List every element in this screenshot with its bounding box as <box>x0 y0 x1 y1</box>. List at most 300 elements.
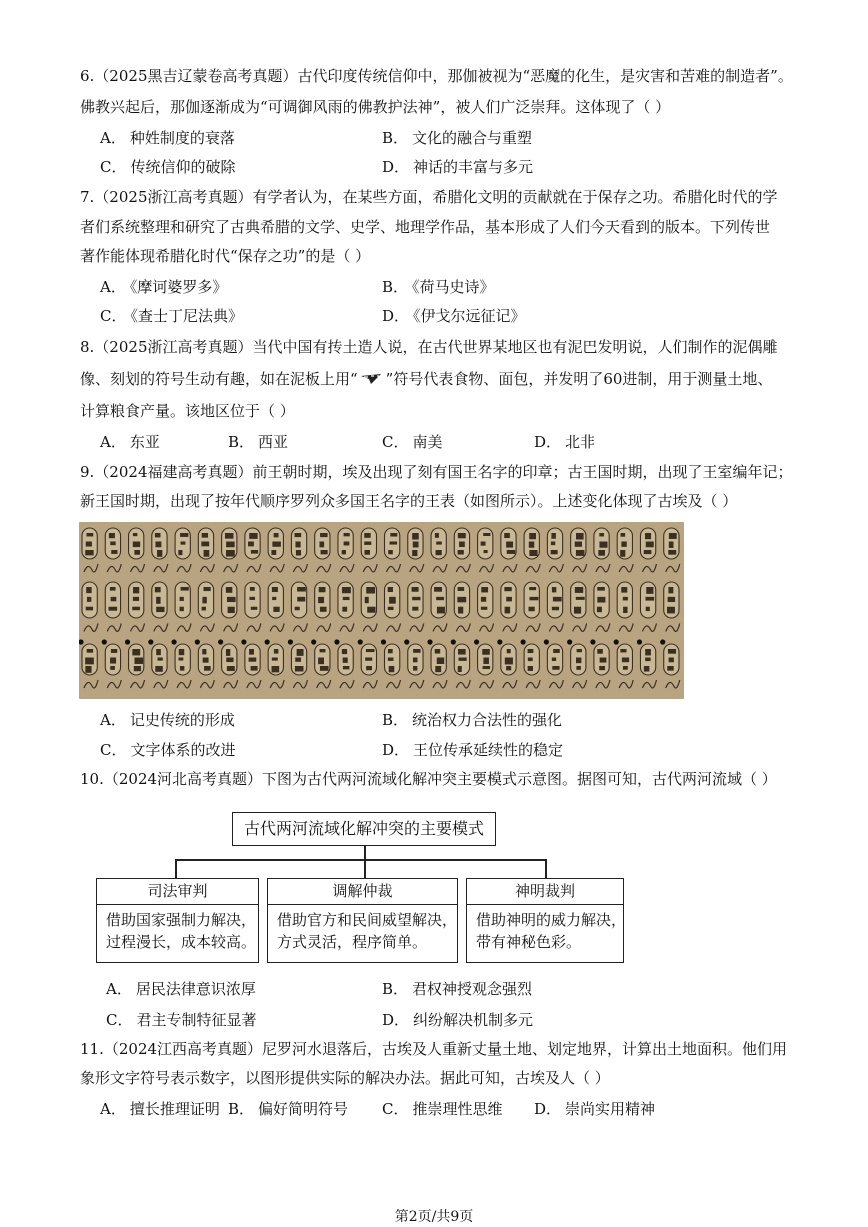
black-dot <box>614 639 619 644</box>
hieroglyph <box>435 649 441 654</box>
hieroglyph <box>133 542 140 548</box>
option-a[interactable]: A． 东亚 <box>100 433 160 451</box>
hieroglyph <box>437 607 445 614</box>
hieroglyph <box>412 533 419 540</box>
diagram-connector-right <box>545 859 547 878</box>
hieroglyph <box>297 587 306 592</box>
black-dot <box>195 639 200 644</box>
hieroglyph <box>320 649 326 652</box>
hieroglyph-sign <box>410 623 424 631</box>
hieroglyph <box>413 666 417 671</box>
black-dot <box>660 639 665 644</box>
hieroglyph-sign <box>456 680 470 688</box>
hieroglyph <box>436 542 442 545</box>
option-b[interactable]: B． 文化的融合与重塑 <box>382 129 533 147</box>
hieroglyph <box>481 587 488 592</box>
hieroglyph <box>458 533 466 538</box>
hieroglyph <box>576 658 581 664</box>
hieroglyph <box>133 533 137 536</box>
hieroglyph-sign <box>224 564 238 572</box>
diagram-box-body: 借助官方和民间威望解决， 方式灵活，程序简单。 <box>277 911 458 951</box>
hieroglyph <box>388 649 393 653</box>
hieroglyph <box>365 658 372 661</box>
hieroglyph <box>668 649 676 654</box>
hieroglyph <box>132 649 140 655</box>
hieroglyph-sign <box>596 623 610 631</box>
king-list-cartouches <box>79 522 684 699</box>
hieroglyph <box>597 587 605 591</box>
hieroglyph <box>249 658 257 662</box>
hieroglyph <box>483 666 491 669</box>
hieroglyph <box>553 597 562 602</box>
hieroglyph-sign <box>526 564 540 572</box>
hieroglyph <box>181 587 189 591</box>
hieroglyph <box>646 607 650 611</box>
hieroglyph <box>179 649 184 655</box>
hieroglyph <box>388 550 393 554</box>
hieroglyph-sign <box>270 680 284 688</box>
option-a[interactable]: A． 记史传统的形成 <box>100 711 235 729</box>
hieroglyph-sign <box>642 564 656 572</box>
hieroglyph <box>507 649 511 653</box>
hieroglyph <box>204 550 210 557</box>
hieroglyph-sign <box>363 623 377 631</box>
page-footer: 第2页/共9页 <box>394 1209 474 1225</box>
hieroglyph <box>668 587 673 593</box>
hieroglyph <box>458 550 464 555</box>
hieroglyph <box>248 542 254 547</box>
hieroglyph <box>344 542 350 546</box>
option-c[interactable]: C． 推崇理性思维 <box>382 1100 503 1118</box>
option-c[interactable]: C． 文字体系的改进 <box>100 741 236 759</box>
hieroglyph-sign <box>270 623 284 631</box>
hieroglyph <box>342 607 347 612</box>
hieroglyph <box>272 587 278 592</box>
hieroglyph-sign <box>340 680 354 688</box>
hieroglyph <box>505 607 511 614</box>
black-dot <box>311 639 316 644</box>
hieroglyph <box>343 658 348 663</box>
hieroglyph <box>204 666 211 671</box>
hieroglyph <box>297 597 305 602</box>
hieroglyph-sign <box>293 680 307 688</box>
black-dot <box>521 639 526 644</box>
hieroglyph-sign <box>573 623 587 631</box>
hieroglyph <box>85 658 94 665</box>
hieroglyph <box>178 550 182 555</box>
hieroglyph <box>202 533 208 538</box>
hieroglyph <box>577 649 582 652</box>
hieroglyph <box>388 587 393 592</box>
diagram-box-body: 借助国家强制力解决， 过程漫长，成本较高。 <box>106 911 257 951</box>
diagram-connector-vertical <box>364 846 366 860</box>
diagram-box-mediation <box>267 878 458 963</box>
hieroglyph <box>645 533 651 539</box>
hieroglyph-sign <box>200 680 214 688</box>
hieroglyph <box>109 607 118 611</box>
hieroglyph-sign <box>456 564 470 572</box>
hieroglyph <box>669 658 674 663</box>
hieroglyph <box>110 587 116 591</box>
hieroglyph <box>576 597 585 600</box>
hieroglyph <box>669 542 674 548</box>
hieroglyph <box>481 597 486 602</box>
hieroglyph <box>574 607 581 614</box>
hieroglyph <box>645 649 651 655</box>
hieroglyph <box>481 542 486 546</box>
black-dot <box>544 639 549 644</box>
option-c[interactable]: C． 《查士丁尼法典》 <box>100 307 243 325</box>
hieroglyph <box>599 542 607 548</box>
question-10-options-row-1 <box>106 979 806 999</box>
hieroglyph <box>86 607 93 611</box>
hieroglyph <box>436 550 442 555</box>
diagram-box-body: 借助神明的威力解决， 带有神秘色彩。 <box>476 911 627 951</box>
hieroglyph <box>623 666 628 670</box>
hieroglyph <box>457 597 466 602</box>
hieroglyph <box>600 658 607 663</box>
option-d[interactable]: D． 纠纷解决机制多元 <box>382 1011 534 1029</box>
hieroglyph <box>228 607 235 613</box>
hieroglyph-sign <box>177 623 191 631</box>
hieroglyph <box>412 597 420 600</box>
hieroglyph-sign <box>224 680 238 688</box>
hieroglyph <box>390 542 398 545</box>
hieroglyph <box>364 542 371 545</box>
option-b[interactable]: B． 君权神授观念强烈 <box>382 980 533 998</box>
hieroglyph-sign <box>363 680 377 688</box>
option-b[interactable]: B． 西亚 <box>228 433 289 451</box>
hieroglyph <box>133 597 139 601</box>
hieroglyph-sign <box>503 623 517 631</box>
question-8-options-row <box>100 432 800 452</box>
hieroglyph <box>134 550 140 555</box>
hieroglyph-sign <box>107 680 121 688</box>
option-d[interactable]: D． 《伊戈尔远征记》 <box>382 307 526 325</box>
hieroglyph-sign <box>642 623 656 631</box>
hieroglyph <box>86 542 92 547</box>
hieroglyph <box>251 666 258 671</box>
hieroglyph <box>181 542 186 545</box>
option-b[interactable]: B． 统治权力合法性的强化 <box>382 711 563 729</box>
option-d[interactable]: D． 北非 <box>534 433 596 451</box>
hieroglyph <box>552 607 559 611</box>
hieroglyph-sign <box>666 564 680 572</box>
hieroglyph <box>458 587 465 591</box>
hieroglyph <box>552 587 556 592</box>
diagram-box-head: 司法审判 <box>97 879 258 905</box>
hieroglyph <box>366 587 375 593</box>
hieroglyph <box>201 542 209 547</box>
black-dot <box>288 639 293 644</box>
hieroglyph-sign <box>503 564 517 572</box>
hieroglyph <box>668 550 676 555</box>
hieroglyph <box>506 597 512 602</box>
question-9-line-2: 新王国时期，出现了按年代顺序罗列众多国王名字的王表（如图所示）。上述变化体现了古埃及（ ） <box>80 492 738 510</box>
hieroglyph-sign <box>387 680 401 688</box>
hieroglyph-sign <box>480 623 494 631</box>
hieroglyph <box>320 533 328 537</box>
hieroglyph <box>458 607 463 614</box>
hieroglyph-sign <box>666 680 680 688</box>
option-c[interactable]: C． 南美 <box>382 433 443 451</box>
hieroglyph-sign <box>84 623 98 631</box>
hieroglyph <box>459 542 465 548</box>
black-dot <box>590 639 595 644</box>
black-dot <box>148 639 153 644</box>
option-a[interactable]: A． 种姓制度的衰落 <box>100 129 235 147</box>
hieroglyph <box>458 658 466 661</box>
hieroglyph <box>249 533 257 539</box>
hieroglyph <box>667 607 675 614</box>
hieroglyph <box>295 607 300 611</box>
option-a[interactable]: A． 居民法律意识浓厚 <box>106 980 256 998</box>
hieroglyph-sign <box>317 564 331 572</box>
hieroglyph <box>155 666 163 672</box>
hieroglyph-sign <box>619 564 633 572</box>
hieroglyph <box>111 550 117 554</box>
hieroglyph <box>622 658 629 663</box>
hieroglyph <box>506 666 511 670</box>
question-11-line-2: 象形文字符号表示数字，以图形提供实际的解决办法。据此可知，古埃及人（ ） <box>80 1069 610 1087</box>
hieroglyph <box>388 607 394 610</box>
hieroglyph <box>134 666 141 671</box>
hieroglyph <box>85 550 93 555</box>
hieroglyph <box>132 607 140 611</box>
option-b[interactable]: B． 偏好简明符号 <box>228 1100 349 1118</box>
hieroglyph-sign <box>666 623 680 631</box>
hieroglyph <box>623 607 627 613</box>
hieroglyph <box>364 550 370 555</box>
hieroglyph <box>251 550 258 554</box>
hieroglyph <box>434 587 442 592</box>
hieroglyph <box>458 666 462 672</box>
hieroglyph <box>597 597 605 603</box>
hieroglyph <box>109 533 115 538</box>
hieroglyph <box>504 587 511 591</box>
hieroglyph <box>295 658 301 662</box>
hieroglyph <box>529 597 538 600</box>
hieroglyph-sign <box>596 680 610 688</box>
hieroglyph <box>110 542 115 546</box>
hieroglyph-sign <box>247 564 261 572</box>
hieroglyph-sign <box>317 623 331 631</box>
hieroglyph <box>297 649 304 656</box>
black-dot <box>218 639 223 644</box>
hieroglyph <box>621 587 627 593</box>
hieroglyph-sign <box>84 680 98 688</box>
hieroglyph <box>226 587 232 593</box>
hieroglyph <box>226 649 230 656</box>
hieroglyph-sign <box>410 564 424 572</box>
hieroglyph <box>156 607 164 612</box>
hieroglyph <box>249 597 255 600</box>
hieroglyph <box>295 666 304 671</box>
diagram-connector-left <box>175 859 177 878</box>
hieroglyph <box>620 649 626 652</box>
hieroglyph-sign <box>526 680 540 688</box>
hieroglyph <box>155 587 161 592</box>
hieroglyph <box>529 550 537 556</box>
hieroglyph <box>272 542 280 547</box>
hieroglyph <box>364 533 370 538</box>
hieroglyph-sign <box>526 623 540 631</box>
hieroglyph <box>576 550 585 556</box>
cuneiform-bread-symbol-icon <box>359 372 385 386</box>
hieroglyph <box>621 533 626 537</box>
hieroglyph-sign <box>387 623 401 631</box>
hieroglyph <box>506 542 513 548</box>
hieroglyph <box>178 658 183 661</box>
hieroglyph <box>272 597 276 600</box>
hieroglyph-sign <box>340 564 354 572</box>
hieroglyph <box>319 542 324 548</box>
question-6-line-2: 佛教兴起后，那伽逐渐成为“可调御风雨的佛教护法神”，被人们广泛崇拜。这体现了（ ） <box>80 98 671 116</box>
hieroglyph-sign <box>573 680 587 688</box>
hieroglyph <box>134 658 143 664</box>
diagram-box-head: 神明裁判 <box>467 879 623 905</box>
hieroglyph <box>646 587 653 594</box>
hieroglyph <box>413 658 418 663</box>
option-d[interactable]: D． 神话的丰富与多元 <box>382 158 534 176</box>
option-a[interactable]: A． 《摩诃婆罗多》 <box>100 278 228 296</box>
hieroglyph <box>389 666 395 672</box>
hieroglyph-sign <box>456 623 470 631</box>
hieroglyph <box>436 597 444 600</box>
hieroglyph <box>318 658 324 665</box>
hieroglyph-sign <box>573 564 587 572</box>
black-dot <box>125 639 130 644</box>
hieroglyph <box>528 666 533 671</box>
hieroglyph-sign <box>317 680 331 688</box>
hieroglyph <box>226 658 233 663</box>
hieroglyph <box>551 533 556 539</box>
black-dot <box>451 639 456 644</box>
option-d[interactable]: D． 王位传承延续性的稳定 <box>382 741 564 759</box>
hieroglyph <box>529 607 535 612</box>
hieroglyph <box>226 550 235 557</box>
question-9-line-1: 9.（2024福建高考真题）前王朝时期，埃及出现了刻有国王名字的印章；古王国时期，出现了王室编年记； <box>80 463 793 481</box>
hieroglyph <box>180 607 184 611</box>
hieroglyph <box>156 597 160 604</box>
hieroglyph <box>85 666 91 673</box>
hieroglyph <box>320 607 327 612</box>
hieroglyph <box>249 649 254 655</box>
hieroglyph <box>156 649 161 655</box>
question-9-options-row-1 <box>100 710 800 730</box>
hieroglyph <box>319 587 326 592</box>
hieroglyph-sign <box>200 623 214 631</box>
diagram-title-box <box>232 812 496 846</box>
hieroglyph <box>180 597 184 601</box>
hieroglyph-sign <box>363 564 377 572</box>
question-8-line-3: 计算粮食产量。该地区位于（ ） <box>80 402 295 420</box>
hieroglyph <box>413 542 419 548</box>
hieroglyph <box>272 666 280 672</box>
hieroglyph <box>482 649 490 655</box>
hieroglyph <box>646 542 654 548</box>
hieroglyph <box>226 542 235 548</box>
hieroglyph <box>668 597 676 602</box>
black-dot <box>567 639 572 644</box>
hieroglyph <box>342 587 351 593</box>
hieroglyph <box>621 542 626 547</box>
black-dot <box>358 639 363 644</box>
option-c[interactable]: C． 君主专制特征显著 <box>106 1011 257 1029</box>
option-d[interactable]: D． 崇尚实用精神 <box>534 1100 656 1118</box>
hieroglyph-sign <box>642 680 656 688</box>
hieroglyph-sign <box>433 564 447 572</box>
hieroglyph <box>203 658 209 663</box>
hieroglyph <box>575 542 582 547</box>
hieroglyph <box>597 649 603 654</box>
question-10-options-row-2 <box>106 1010 806 1030</box>
king-list-image <box>79 522 684 699</box>
hieroglyph-sign <box>270 564 284 572</box>
hieroglyph <box>483 533 490 536</box>
hieroglyph <box>227 597 236 602</box>
hieroglyph <box>318 597 324 603</box>
hieroglyph <box>110 666 115 670</box>
black-dot <box>265 639 270 644</box>
hieroglyph-sign <box>433 623 447 631</box>
hieroglyph <box>274 533 279 537</box>
hieroglyph-sign <box>480 680 494 688</box>
black-dot <box>241 639 246 644</box>
hieroglyph <box>295 542 300 548</box>
hieroglyph <box>483 658 489 665</box>
hieroglyph-sign <box>293 564 307 572</box>
diagram-box-judicial-trial <box>96 878 259 963</box>
hieroglyph <box>273 607 279 612</box>
hieroglyph <box>343 597 350 600</box>
question-7-options-row-2 <box>100 306 800 326</box>
black-dot <box>334 639 339 644</box>
hieroglyph <box>321 550 328 554</box>
hieroglyph-sign <box>224 623 238 631</box>
hieroglyph <box>507 550 515 554</box>
hieroglyph <box>295 533 302 537</box>
hieroglyph <box>366 649 375 652</box>
question-6-line-1: 6.（2025黑吉辽蒙卷高考真题）古代印度传统信仰中，那伽被视为“恶魔的化生，是灾害和苦难的制造者”。 <box>80 67 793 85</box>
option-c[interactable]: C． 传统信仰的破除 <box>100 158 236 176</box>
hieroglyph <box>342 649 347 654</box>
black-dot <box>637 639 642 644</box>
hieroglyph <box>412 607 418 611</box>
hieroglyph <box>552 666 559 670</box>
hieroglyph <box>272 658 278 661</box>
diagram-box-head: 调解仲裁 <box>268 879 457 905</box>
hieroglyph-sign <box>410 680 424 688</box>
hieroglyph <box>342 550 346 554</box>
hieroglyph <box>155 542 161 548</box>
hieroglyph-sign <box>480 564 494 572</box>
diagram-connector-horizontal <box>175 859 546 861</box>
hieroglyph <box>435 533 439 538</box>
hieroglyph <box>180 666 184 671</box>
hieroglyph <box>365 597 369 603</box>
hieroglyph <box>552 658 556 661</box>
question-7-line-3: 著作能体现希腊化时代“保存之功”的是（ ） <box>80 247 371 265</box>
option-a[interactable]: A． 擅长推理证明 <box>100 1100 220 1118</box>
hieroglyph <box>529 542 534 548</box>
hieroglyph <box>367 607 375 613</box>
option-b[interactable]: B． 《荷马史诗》 <box>382 278 495 296</box>
question-6-options-row-2 <box>100 157 800 177</box>
question-6-options-row-1 <box>100 128 800 148</box>
question-7-line-1: 7.（2025浙江高考真题）有学者认为，在某些方面，希腊化文明的贡献就在于保存之功。希腊化时代的学 <box>80 188 778 206</box>
hieroglyph-sign <box>84 564 98 572</box>
